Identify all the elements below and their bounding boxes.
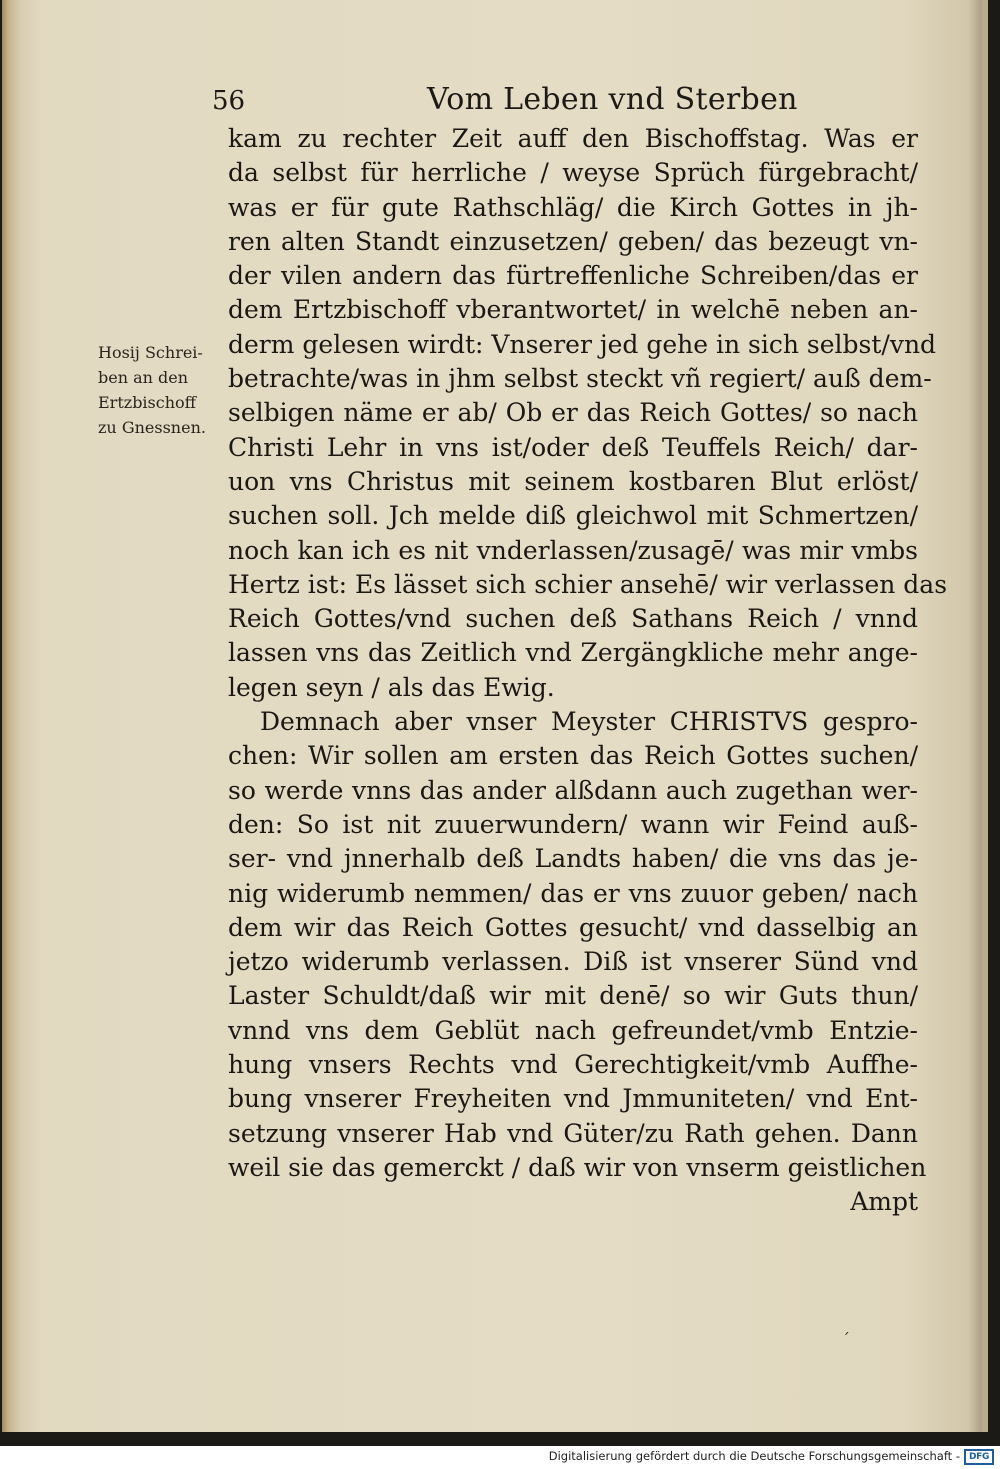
margin-note-line: Hosij Schrei-: [98, 343, 203, 362]
margin-note-line: Ertzbischoff: [98, 393, 197, 412]
text-line: bung vnserer Freyheiten vnd Jmmuniteten/ vnd Ent-: [228, 1084, 918, 1114]
text-line: uon vns Christus mit seinem kostbaren Blut erlöst/: [228, 466, 918, 496]
margin-note-line: zu Gnessnen.: [98, 418, 206, 437]
paragraph-start-line: Demnach aber vnser Meyster CHRISTVS gespro-: [260, 707, 918, 737]
page-number: 56: [212, 86, 246, 116]
ink-speck: ˊ: [842, 1330, 850, 1349]
text-line: Christi Lehr in vns ist/oder deß Teuffels Reich/ dar-: [228, 432, 918, 462]
text-line: da selbst für herrliche / weyse Sprüch fürgebracht/: [228, 158, 918, 188]
text-line: weil sie das gemerckt / daß wir von vnserm geistlichen: [228, 1152, 927, 1182]
text-line: betrachte/was in jhm selbst steckt vñ regiert/ auß dem-: [228, 364, 932, 394]
text-line: jetzo widerumb verlassen. Diß ist vnserer Sünd vnd: [228, 947, 918, 977]
dfg-logo: DFG: [964, 1449, 994, 1465]
text-line: chen: Wir sollen am ersten das Reich Gottes suchen/: [228, 741, 918, 771]
catchword: Ampt: [850, 1187, 918, 1217]
running-head-title: Vom Leben vnd Sterben: [427, 82, 798, 117]
text-line: derm gelesen wirdt: Vnserer jed gehe in sich selbst/vnd: [228, 329, 937, 359]
book-page: [2, 0, 988, 1432]
text-line: setzung vnserer Hab vnd Güter/zu Rath gehen. Dann: [228, 1118, 918, 1148]
text-line: was er für gute Rathschläg/ die Kirch Gottes in jh-: [228, 192, 918, 222]
funding-credit: Digitalisierung gefördert durch die Deutsche Forschungsgemeinschaft -: [548, 1449, 960, 1463]
text-line: der vilen andern das fürtreffenliche Schreiben/das er: [228, 261, 918, 291]
body-text: [228, 122, 948, 1220]
text-line: nig widerumb nemmen/ das er vns zuuor geben/ nach: [228, 878, 918, 908]
text-line: vnnd vns dem Geblüt nach gefreundet/vmb Entzie-: [228, 1015, 918, 1045]
text-line: ser- vnd jnnerhalb deß Landts haben/ die vns das je-: [228, 844, 918, 874]
text-line: suchen soll. Jch melde diß gleichwol mit Schmertzen/: [228, 501, 918, 531]
text-line: Laster Schuldt/daß wir mit denē/ so wir Guts thun/: [228, 981, 918, 1011]
text-line: ren alten Standt einzusetzen/ geben/ das bezeugt vn-: [228, 226, 918, 256]
text-line: so werde vnns das ander alßdann auch zugethan wer-: [228, 775, 918, 805]
text-line: dem Ertzbischoff vberantwortet/ in welchē neben an-: [228, 295, 918, 325]
text-line: dem wir das Reich Gottes gesucht/ vnd dasselbig an: [228, 912, 918, 942]
text-line: lassen vns das Zeitlich vnd Zergängkliche mehr ange-: [228, 638, 918, 668]
paragraph-end-line: legen seyn / als das Ewig.: [228, 672, 555, 702]
text-line: Reich Gottes/vnd suchen deß Sathans Reich / vnnd: [228, 604, 918, 634]
text-line: Hertz ist: Es lässet sich schier ansehē/ wir verlassen das: [228, 569, 948, 599]
text-line: selbigen näme er ab/ Ob er das Reich Gottes/ so nach: [228, 398, 918, 428]
text-line: den: So ist nit zuuerwundern/ wann wir Feind auß-: [228, 809, 918, 839]
text-line: noch kan ich es nit vnderlassen/zusagē/ was mir vmbs: [228, 535, 918, 565]
text-line: kam zu rechter Zeit auff den Bischoffstag. Was er: [228, 124, 918, 153]
text-line: hung vnsers Rechts vnd Gerechtigkeit/vmb Auffhe-: [228, 1050, 918, 1080]
running-head: [2, 80, 988, 124]
digitization-footer: [0, 1446, 1000, 1469]
margin-note-line: ben an den: [98, 368, 189, 387]
margin-note: [98, 340, 228, 440]
